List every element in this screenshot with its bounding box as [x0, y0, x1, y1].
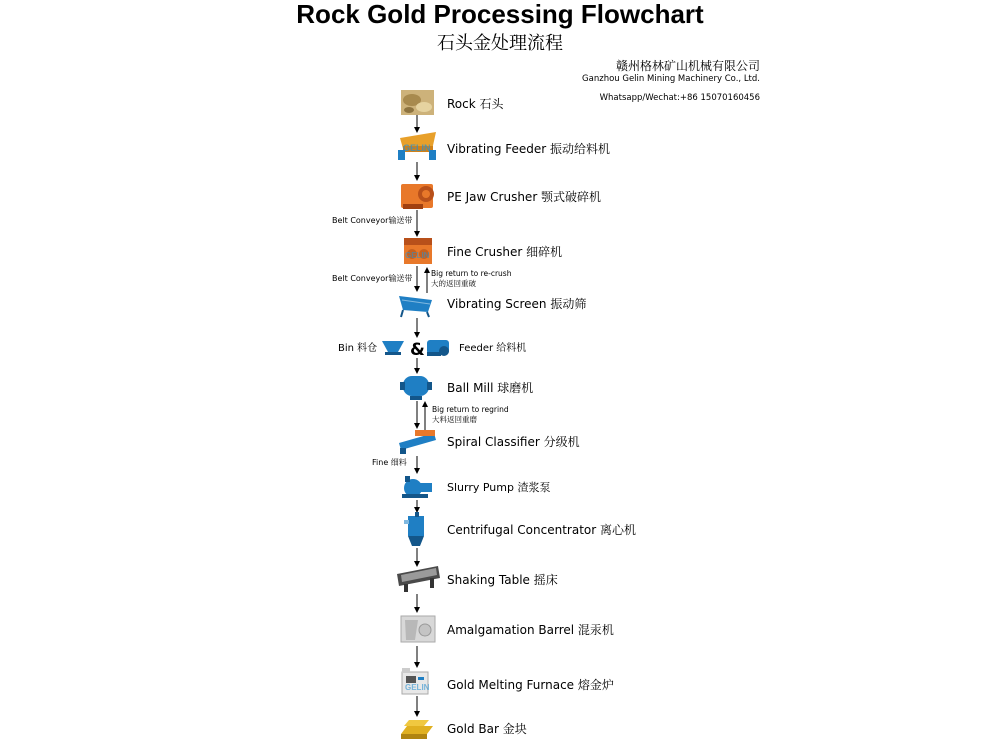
step-label-rock: Rock 石头 [447, 97, 504, 111]
slurry-pump-icon [402, 476, 432, 498]
feeder-label: Feeder 给料机 [459, 343, 527, 354]
step-label-vibrating-feeder: Vibrating Feeder 振动给料机 [447, 142, 611, 156]
step-label-fine-crusher: Fine Crusher 细碎机 [447, 245, 563, 259]
watermark-logo: GELIN [403, 143, 431, 153]
company-name-en: Ganzhou Gelin Mining Machinery Co., Ltd. [582, 74, 760, 84]
jaw-crusher-icon [401, 184, 434, 209]
rock-icon [401, 90, 434, 115]
belt-conveyor-note: Belt Conveyor输送带 [332, 274, 413, 283]
company-name-cn: 赣州格林矿山机械有限公司 [615, 59, 760, 73]
watermark-logo: GELIN [405, 683, 430, 692]
belt-conveyor-note: Belt Conveyor输送带 [332, 216, 413, 225]
recrush-note-cn: 大的返回重破 [431, 279, 476, 288]
amalgamation-barrel-icon [401, 616, 435, 642]
shaking-table-icon [397, 566, 440, 592]
bin-icon [382, 341, 404, 355]
contact-info: Whatsapp/Wechat:+86 15070160456 [599, 93, 760, 103]
centrifugal-concentrator-icon [404, 512, 424, 546]
gold-bar-icon [401, 720, 433, 739]
step-label-spiral-classifier: Spiral Classifier 分级机 [447, 435, 580, 449]
ampersand: & [410, 340, 425, 360]
step-label-amalgamation-barrel: Amalgamation Barrel 混汞机 [447, 623, 614, 637]
step-label-gold-bar: Gold Bar 金块 [447, 722, 527, 736]
regrind-note-en: Big return to regrind [432, 405, 509, 414]
spiral-classifier-icon [399, 430, 436, 454]
chart-subtitle: 石头金处理流程 [437, 33, 563, 54]
chart-title: Rock Gold Processing Flowchart [296, 0, 704, 29]
vibrating-screen-icon [399, 296, 432, 317]
watermark-logo: GELIN [405, 251, 430, 260]
step-label-gold-melting-furnace: Gold Melting Furnace 熔金炉 [447, 678, 614, 692]
recrush-note-en: Big return to re-crush [431, 269, 512, 278]
bin-label: Bin 料仓 [338, 343, 378, 354]
step-label-vibrating-screen: Vibrating Screen 振动筛 [447, 297, 587, 311]
fine-note: Fine 细料 [372, 458, 407, 467]
step-label-ball-mill: Ball Mill 球磨机 [447, 381, 534, 395]
ball-mill-icon [400, 376, 432, 400]
step-label-centrifugal-concentrator: Centrifugal Concentrator 离心机 [447, 523, 636, 537]
step-label-shaking-table: Shaking Table 摇床 [447, 573, 558, 587]
feeder-icon [427, 340, 449, 356]
step-label-slurry-pump: Slurry Pump 渣浆泵 [447, 481, 551, 494]
regrind-note-cn: 大料返回重磨 [432, 415, 477, 424]
step-label-jaw-crusher: PE Jaw Crusher 颚式破碎机 [447, 190, 602, 204]
